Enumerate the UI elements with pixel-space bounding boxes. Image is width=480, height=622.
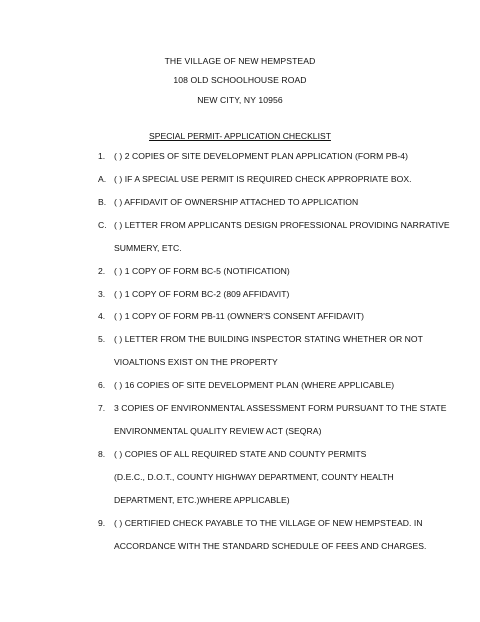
item-marker: 9. bbox=[98, 518, 106, 528]
item-text: 3 COPIES OF ENVIRONMENTAL ASSESSMENT FORM PURSUANT TO THE STATE bbox=[114, 403, 447, 413]
item-text-continued: (D.E.C., D.O.T., COUNTY HIGHWAY DEPARTMENT, COUNTY HEALTH bbox=[114, 472, 394, 482]
item-text: ( ) 1 COPY OF FORM BC-2 (809 AFFIDAVIT) bbox=[114, 289, 290, 299]
item-text: ( ) COPIES OF ALL REQUIRED STATE AND COUNTY PERMITS bbox=[114, 449, 367, 459]
header-address: 108 OLD SCHOOLHOUSE ROAD bbox=[173, 75, 307, 85]
item-text: ( ) AFFIDAVIT OF OWNERSHIP ATTACHED TO APPLICATION bbox=[114, 197, 359, 207]
item-text: ( ) 1 COPY OF FORM PB-11 (OWNER'S CONSENT AFFIDAVIT) bbox=[114, 311, 364, 321]
item-text-continued: ACCORDANCE WITH THE STANDARD SCHEDULE OF FEES AND CHARGES. bbox=[114, 541, 427, 551]
item-text-continued: SUMMERY, ETC. bbox=[114, 243, 182, 253]
item-marker: C. bbox=[98, 220, 107, 230]
header-city: NEW CITY, NY 10956 bbox=[197, 95, 283, 105]
item-text: ( ) CERTIFIED CHECK PAYABLE TO THE VILLAGE OF NEW HEMPSTEAD. IN bbox=[114, 518, 423, 528]
item-text: ( ) 1 COPY OF FORM BC-5 (NOTIFICATION) bbox=[114, 266, 290, 276]
item-text: ( ) LETTER FROM APPLICANTS DESIGN PROFESSIONAL PROVIDING NARRATIVE bbox=[114, 220, 450, 230]
item-text: ( ) LETTER FROM THE BUILDING INSPECTOR STATING WHETHER OR NOT bbox=[114, 334, 423, 344]
item-text-continued: DEPARTMENT, ETC.)WHERE APPLICABLE) bbox=[114, 495, 290, 505]
item-marker: 2. bbox=[98, 266, 106, 276]
item-text: ( ) 2 COPIES OF SITE DEVELOPMENT PLAN APPLICATION (FORM PB-4) bbox=[114, 151, 409, 161]
item-text: ( ) IF A SPECIAL USE PERMIT IS REQUIRED CHECK APPROPRIATE BOX. bbox=[114, 174, 412, 184]
item-marker: 4. bbox=[98, 311, 106, 321]
item-marker: A. bbox=[98, 174, 107, 184]
item-marker: 1. bbox=[98, 151, 106, 161]
item-text-continued: ENVIRONMENTAL QUALITY REVIEW ACT (SEQRA) bbox=[114, 426, 322, 436]
checklist-title: SPECIAL PERMIT- APPLICATION CHECKLIST bbox=[149, 131, 331, 141]
item-marker: B. bbox=[98, 197, 107, 207]
item-marker: 7. bbox=[98, 403, 106, 413]
item-text: ( ) 16 COPIES OF SITE DEVELOPMENT PLAN (WHERE APPLICABLE) bbox=[114, 380, 395, 390]
item-marker: 5. bbox=[98, 334, 106, 344]
item-text-continued: VIOALTIONS EXIST ON THE PROPERTY bbox=[114, 357, 278, 367]
header-village-name: THE VILLAGE OF NEW HEMPSTEAD bbox=[164, 56, 316, 66]
item-marker: 3. bbox=[98, 289, 106, 299]
item-marker: 8. bbox=[98, 449, 106, 459]
item-marker: 6. bbox=[98, 380, 106, 390]
